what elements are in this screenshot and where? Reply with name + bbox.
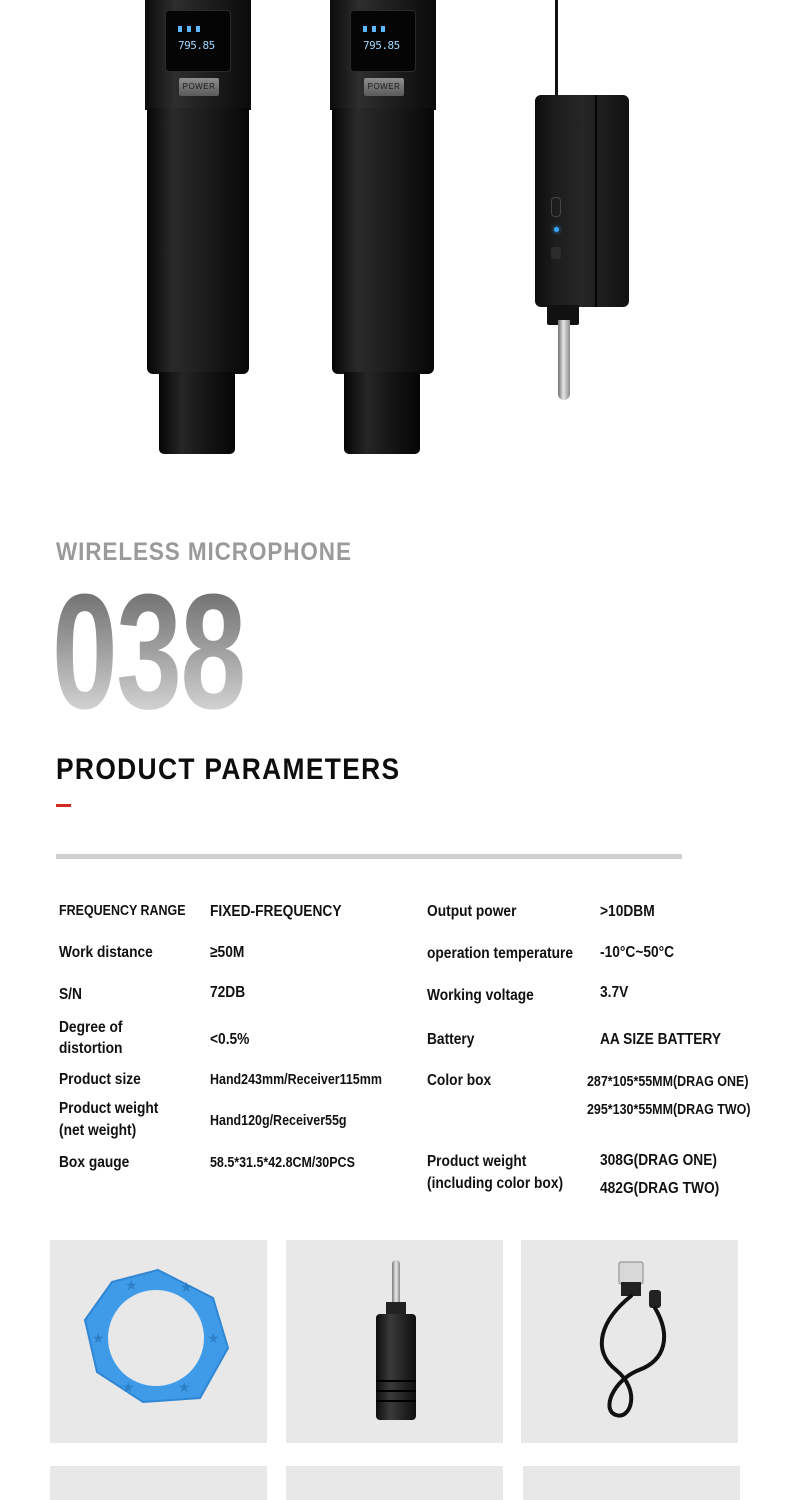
accessory-usb-cable xyxy=(521,1240,738,1443)
mic-tail xyxy=(344,372,420,454)
section-title: PRODUCT PARAMETERS xyxy=(56,753,401,786)
param-value-net-weight: Hand120g/Receiver55g xyxy=(210,1113,347,1129)
param-value-output-power: >10DBM xyxy=(600,903,655,920)
divider xyxy=(56,854,682,859)
param-label-frequency-range: FREQUENCY RANGE xyxy=(59,903,186,919)
param-value-box-gauge: 58.5*31.5*42.8CM/30PCS xyxy=(210,1155,355,1171)
svg-text:★: ★ xyxy=(122,1380,135,1396)
accessory-tile-row2-2 xyxy=(286,1466,503,1500)
receiver-button xyxy=(551,247,561,259)
mic-power-button: POWER xyxy=(179,78,219,96)
mic-head xyxy=(145,0,251,110)
silicone-anti-roll-ring-icon xyxy=(50,1240,267,1443)
mic-body xyxy=(147,108,249,374)
mic-lcd-display xyxy=(350,10,416,72)
param-label-work-distance: Work distance xyxy=(59,944,153,961)
mic-frequency-readout: 795.85 xyxy=(178,39,215,52)
accessory-audio-adapter xyxy=(286,1240,503,1443)
jack-adapter-icon xyxy=(286,1240,503,1443)
param-label-color-box: Color box xyxy=(427,1072,492,1089)
receiver-antenna-cable xyxy=(555,0,558,98)
svg-text:★: ★ xyxy=(125,1278,138,1294)
svg-text:★: ★ xyxy=(207,1331,220,1347)
param-value-work-distance: ≥50M xyxy=(210,944,245,961)
param-value-battery: AA SIZE BATTERY xyxy=(600,1031,722,1048)
accessory-tile-row2-1 xyxy=(50,1466,267,1500)
signal-icons xyxy=(178,19,218,29)
param-value-distortion: <0.5% xyxy=(210,1031,250,1048)
param-label-battery: Battery xyxy=(427,1031,475,1048)
param-label-gross-weight-2: (including color box) xyxy=(427,1175,564,1192)
param-label-distortion-1: Degree of xyxy=(59,1019,123,1036)
signal-icons xyxy=(363,19,403,29)
param-label-distortion-2: distortion xyxy=(59,1040,123,1057)
param-label-net-weight-2: (net weight) xyxy=(59,1122,137,1139)
param-value-working-voltage: 3.7V xyxy=(600,984,629,1001)
svg-text:★: ★ xyxy=(92,1331,105,1347)
mic-tail xyxy=(159,372,235,454)
product-subtitle: WIRELESS MICROPHONE xyxy=(56,538,352,566)
param-value-color-box-2: 295*130*55MM(DRAG TWO) xyxy=(587,1102,751,1118)
param-value-gross-weight-1: 308G(DRAG ONE) xyxy=(600,1152,717,1169)
param-label-gross-weight-1: Product weight xyxy=(427,1153,527,1170)
receiver-led-icon xyxy=(554,227,559,232)
svg-text:★: ★ xyxy=(180,1280,193,1296)
model-number: 038 xyxy=(52,560,245,743)
mic-body xyxy=(332,108,434,374)
accessory-tile-row2-3 xyxy=(523,1466,740,1500)
param-label-box-gauge: Box gauge xyxy=(59,1154,130,1171)
mic-frequency-readout: 795.85 xyxy=(363,39,400,52)
param-label-operation-temperature: operation temperature xyxy=(427,945,574,962)
svg-text:★: ★ xyxy=(178,1380,191,1396)
accessory-silicone-ring xyxy=(50,1240,267,1443)
param-value-product-size: Hand243mm/Receiver115mm xyxy=(210,1072,382,1088)
param-label-working-voltage: Working voltage xyxy=(427,987,534,1004)
param-value-color-box-1: 287*105*55MM(DRAG ONE) xyxy=(587,1074,749,1090)
param-label-net-weight-1: Product weight xyxy=(59,1100,159,1117)
6-35mm-jack-plug xyxy=(558,320,570,400)
param-label-output-power: Output power xyxy=(427,903,517,920)
param-label-sn: S/N xyxy=(59,986,82,1003)
mic-head xyxy=(330,0,436,110)
wireless-receiver xyxy=(535,95,629,307)
param-value-gross-weight-2: 482G(DRAG TWO) xyxy=(600,1180,720,1197)
mic-power-button: POWER xyxy=(364,78,404,96)
param-value-frequency-range: FIXED-FREQUENCY xyxy=(210,903,342,920)
param-label-product-size: Product size xyxy=(59,1071,141,1088)
usb-cable-icon xyxy=(521,1240,738,1443)
param-value-operation-temperature: -10°C~50°C xyxy=(600,944,675,961)
param-value-sn: 72DB xyxy=(210,984,246,1001)
mic-lcd-display xyxy=(165,10,231,72)
usb-c-port xyxy=(551,197,561,217)
accent-dash xyxy=(56,804,71,807)
